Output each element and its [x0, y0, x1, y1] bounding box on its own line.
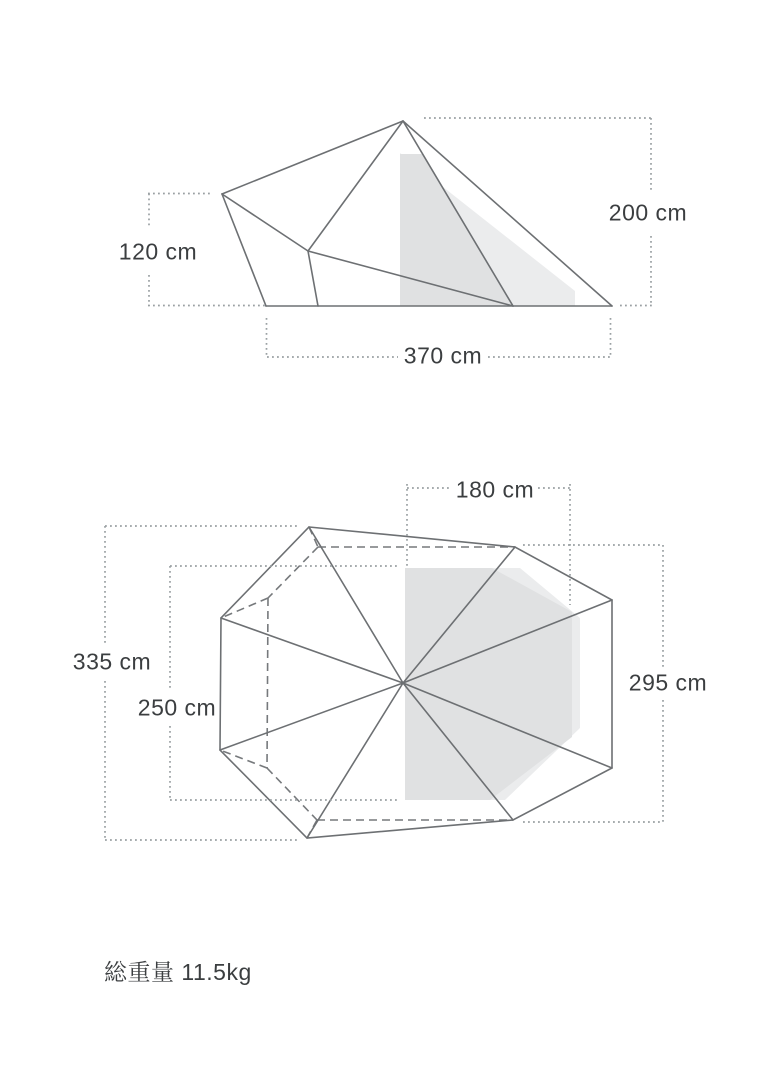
joint-drop-line [308, 251, 318, 306]
floor-plan-drawing [105, 484, 663, 840]
dashed-lower-left-bevel [267, 768, 317, 820]
plan-inner-depth-label: 250 cm [137, 694, 217, 721]
dashed-upper-left-bevel [268, 547, 318, 598]
left-vertex-to-joint-line [222, 194, 308, 251]
dashed-left-edge [267, 598, 268, 768]
plan-inner-width-label: 180 cm [455, 476, 535, 503]
left-slope-line [222, 194, 266, 306]
side-view-drawing [148, 118, 652, 358]
total-weight-text: 総重量 11.5kg [104, 959, 252, 985]
dashed-connector-left-upper [221, 598, 268, 618]
side-base-width-label: 370 cm [403, 342, 483, 369]
plan-outer-depth-label: 335 cm [72, 648, 152, 675]
plan-body-depth-label: 295 cm [628, 669, 708, 696]
side-peak-height-label: 200 cm [608, 199, 688, 226]
side-left-height-label: 120 cm [118, 238, 198, 265]
plan-inner-tent-fill-dark [405, 568, 572, 800]
dashed-connector-left-lower [220, 750, 267, 768]
